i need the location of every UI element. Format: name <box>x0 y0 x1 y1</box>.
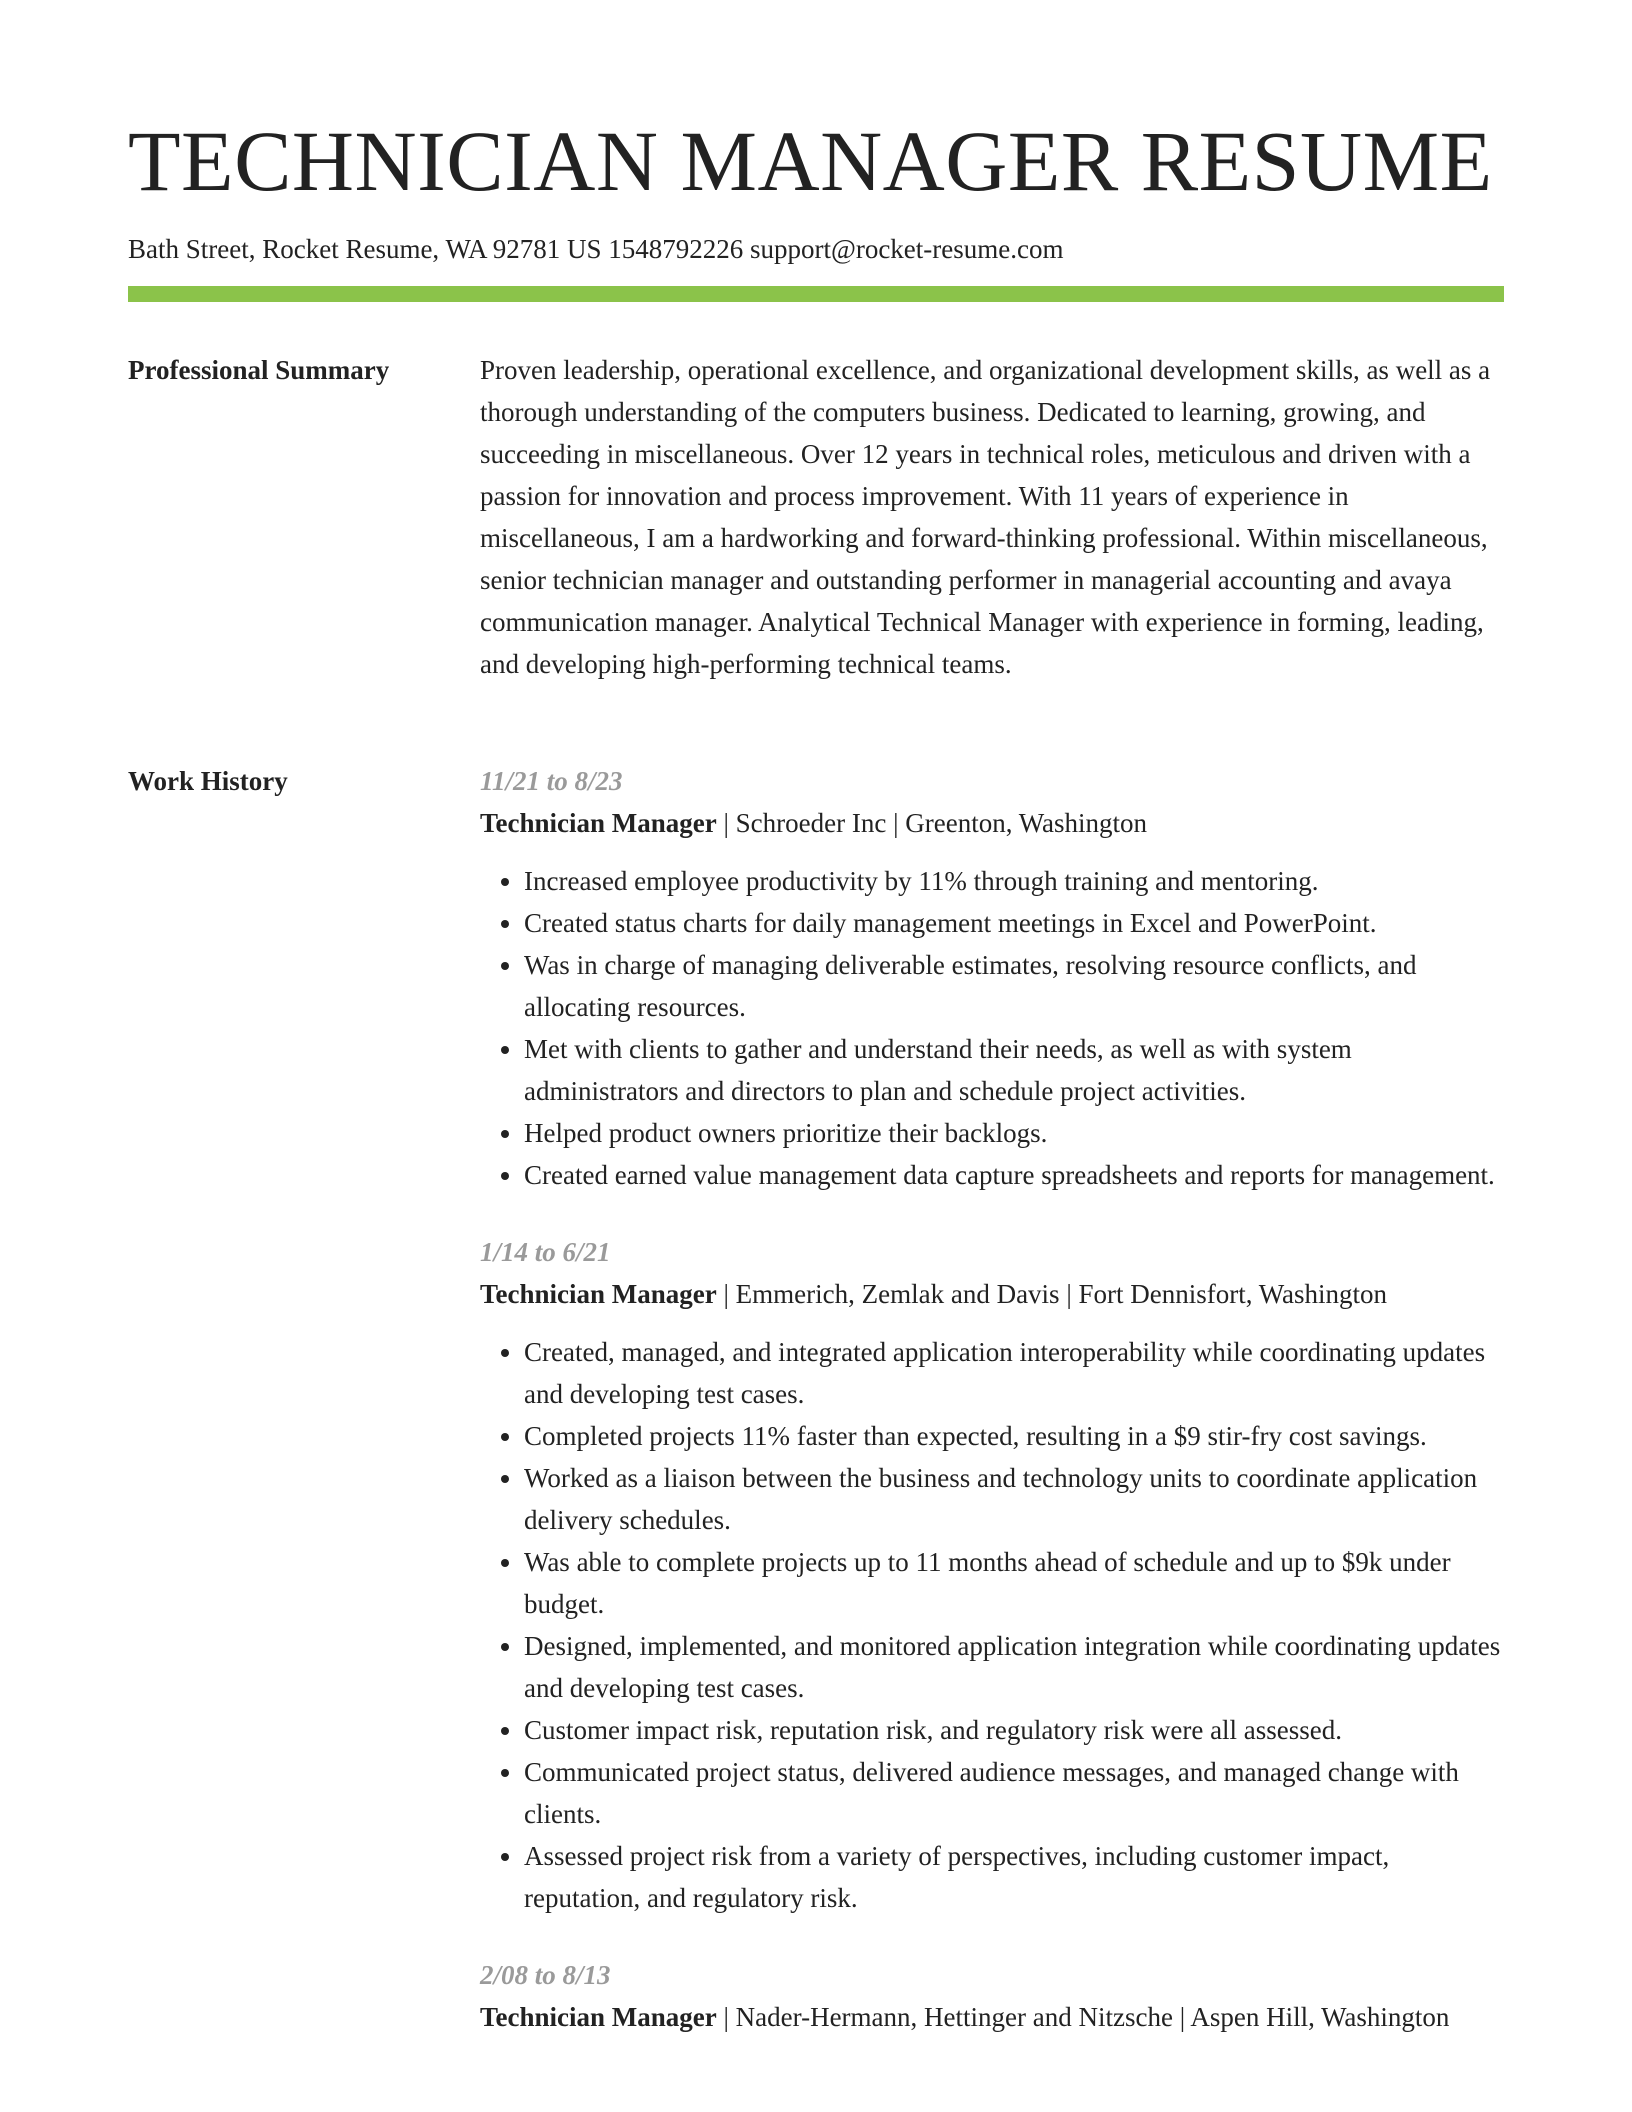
work-history-body <box>480 760 1504 2073</box>
list-item: • Communicated project status, delivered audience messages, and managed change with clients. <box>524 1751 1504 1835</box>
job-heading <box>480 802 1504 844</box>
contact-info: Bath Street, Rocket Resume, WA 92781 US 1548792226 support@rocket-resume.com <box>128 234 1064 264</box>
list-item: • Completed projects 11% faster than expected, resulting in a $9 stir-fry cost savings. <box>524 1415 1504 1457</box>
job-bullet-list <box>480 1331 1504 1919</box>
list-item: • Worked as a liaison between the business and technology units to coordinate application delivery schedules. <box>524 1457 1504 1541</box>
job-employer-location: | Nader-Hermann, Hettinger and Nitzsche | Aspen Hill, Washington <box>716 2002 1450 2032</box>
list-item: • Met with clients to gather and understand their needs, as well as with system administrators and directors to plan and schedule project activities. <box>524 1028 1504 1112</box>
section-label-professional-summary: Professional Summary <box>128 355 390 385</box>
job-title: Technician Manager <box>480 2002 717 2032</box>
job-heading <box>480 1273 1504 1315</box>
list-item: • Assessed project risk from a variety of perspectives, including customer impact, reputation, and regulatory risk. <box>524 1835 1504 1919</box>
summary-text: Proven leadership, operational excellence, and organizational development skills, as well as a thorough understanding of the computers business. Dedicated to learning, growing, and succeeding in miscellaneous. Over 12 years in technical roles, meticulous and driven with a passion for innovation and process improvement. With 11 years of experience in miscellaneous, I am a hardworking and forward-thinking professional. Within miscellaneous, senior technician manager and outstanding performer in managerial accounting and avaya communication manager. Analytical Technical Manager with experience in forming, leading, and developing high-performing technical teams. <box>480 355 1491 679</box>
list-item: • Created, managed, and integrated application interoperability while coordinating updates and developing test cases. <box>524 1331 1504 1415</box>
resume-title: TECHNICIAN MANAGER RESUME <box>128 113 1493 209</box>
list-item: • Designed, implemented, and monitored application integration while coordinating updates and developing test cases. <box>524 1625 1504 1709</box>
job-dates: 1/14 to 6/21 <box>480 1237 611 1267</box>
job-employer-location: | Emmerich, Zemlak and Davis | Fort Dennisfort, Washington <box>716 1279 1388 1309</box>
job-entry <box>480 1954 1504 2038</box>
job-entry <box>480 760 1504 1196</box>
job-dates: 11/21 to 8/23 <box>480 766 623 796</box>
job-title: Technician Manager <box>480 808 717 838</box>
job-dates: 2/08 to 8/13 <box>480 1960 611 1990</box>
job-heading <box>480 1996 1504 2038</box>
section-label-work-history: Work History <box>128 766 288 796</box>
job-entry <box>480 1231 1504 1919</box>
list-item: • Increased employee productivity by 11% through training and mentoring. <box>524 860 1504 902</box>
list-item: • Was in charge of managing deliverable estimates, resolving resource conflicts, and allocating resources. <box>524 944 1504 1028</box>
list-item: • Helped product owners prioritize their backlogs. <box>524 1112 1504 1154</box>
list-item: • Created earned value management data capture spreadsheets and reports for management. <box>524 1154 1504 1196</box>
summary-body <box>480 349 1504 685</box>
header-divider <box>128 286 1504 302</box>
list-item: • Created status charts for daily management meetings in Excel and PowerPoint. <box>524 902 1504 944</box>
job-bullet-list <box>480 860 1504 1196</box>
job-title: Technician Manager <box>480 1279 717 1309</box>
list-item: • Was able to complete projects up to 11 months ahead of schedule and up to $9k under budget. <box>524 1541 1504 1625</box>
list-item: • Customer impact risk, reputation risk, and regulatory risk were all assessed. <box>524 1709 1504 1751</box>
job-employer-location: | Schroeder Inc | Greenton, Washington <box>716 808 1148 838</box>
